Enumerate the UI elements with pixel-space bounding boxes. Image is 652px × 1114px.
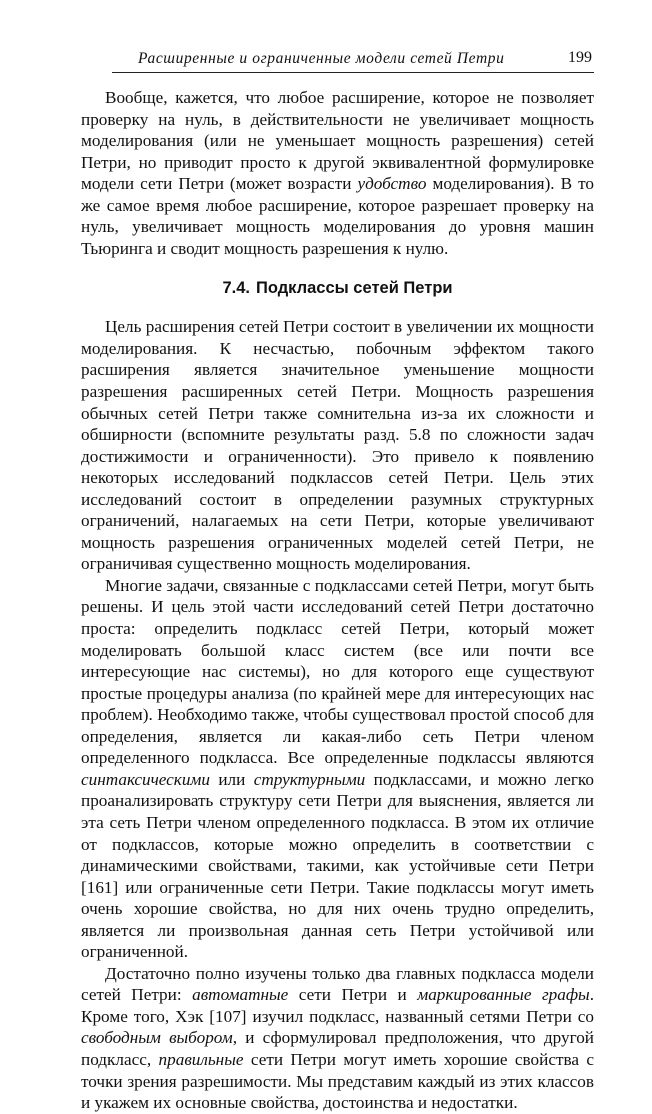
paragraph-text: подклассами, и можно легко проанализировать структуру сети Петри для выяснения, является ли эта сеть Петри членом определенного подкласса. В этом их отличие от подклассов, которые можно определить в соответствии с динамическими свойствами, такими, как устойчивые сети Петри [161] или ограниченные сети Петри. Такие подклассы могут иметь очень хорошие свойства, но для них очень трудно определить, является ли произвольная данная сеть Петри устойчивой или ограниченной.	[81, 769, 594, 962]
italic-term: свободным выбором	[81, 1028, 233, 1048]
italic-term: автоматные	[192, 985, 289, 1005]
section-title: Подклассы сетей Петри	[255, 279, 453, 298]
paragraph-text: моделирования). В то же самое время любое расширение, которое разрешает проверку на нуль, увеличивает мощность моделирования до уровня машин Тьюринга и сводит мощность разрешения к нулю.	[81, 174, 594, 258]
running-header	[112, 48, 594, 73]
italic-term: удобство	[357, 174, 427, 194]
paragraph-text: сети Петри и	[288, 985, 418, 1005]
paragraph-text: сети Петри могут иметь хорошие свойства с точки зрения разрешимости. Мы представим каждый из этих классов и укажем их основные свойства, достоинства и недостатки.	[81, 1049, 594, 1113]
running-title: Расширенные и ограниченные модели сетей Петри	[138, 50, 505, 67]
italic-term: правильные	[158, 1049, 244, 1069]
paragraph-text: Вообще, кажется, что любое расширение, которое не позволяет проверку на нуль, в действительности не увеличивает мощность моделирования (или не уменьшает мощность разрешения) сетей Петри, но приводит просто к другой эквивалентной формулировке модели сети Петри (может возрасти	[81, 88, 594, 194]
italic-term: структурными	[253, 769, 366, 789]
paragraph-text: Цель расширения сетей Петри состоит в увеличении их мощности моделирования. К несчастью, побочным эффектом такого расширения является значительное уменьшение мощности разрешения расширенных сетей Петри. Мощность разрешения обычных сетей Петри также сомнительна из-за их сложности и обширности (вспомните результаты разд. 5.8 по сложности задач достижимости и ограниченности). Это привело к появлению некоторых исследований подклассов сетей Петри. Цель этих исследований состоит в определении разумных структурных ограничений, налагаемых на сети Петри, которые увеличивают мощность разрешения ограниченных моделей сетей Петри, не ограничивая существенно мощность моделирования.	[81, 317, 594, 574]
paragraph-intro	[81, 87, 594, 259]
paragraph-text: , и сформулировал предположения, что другой подкласс,	[81, 1028, 594, 1069]
paragraph-text: Многие задачи, связанные с подклассами сетей Петри, могут быть решены. И цель этой части исследований сетей Петри достаточно проста: определить подкласс сетей Петри, который может моделировать большой класс систем (все или почти все интересующие нас системы), но для которого еще существуют простые процедуры анализа (по крайней мере для интересующих нас проблем). Необходимо также, чтобы существовал простой способ для определения, является ли какая-либо сеть Петри членом определенного подкласса. Все определенные подклассы являются	[81, 575, 594, 768]
paragraph-subclasses	[81, 963, 594, 1114]
paragraph-text: или	[210, 769, 254, 789]
section-heading	[81, 279, 594, 298]
paragraph-goal	[81, 316, 594, 575]
paragraph-text: . Кроме того, Хэк [107] изучил подкласс, названный сетями Петри со	[81, 985, 594, 1026]
section-number: 7.4.	[222, 279, 250, 298]
paragraph-text: Достаточно полно изучены только два главных подкласса модели сетей Петри:	[81, 963, 594, 1005]
italic-term: маркированные графы	[417, 985, 590, 1005]
page-number: 199	[568, 49, 592, 66]
italic-term: синтаксическими	[81, 769, 210, 789]
page-body	[81, 87, 594, 1114]
paragraph-tasks	[81, 575, 594, 963]
